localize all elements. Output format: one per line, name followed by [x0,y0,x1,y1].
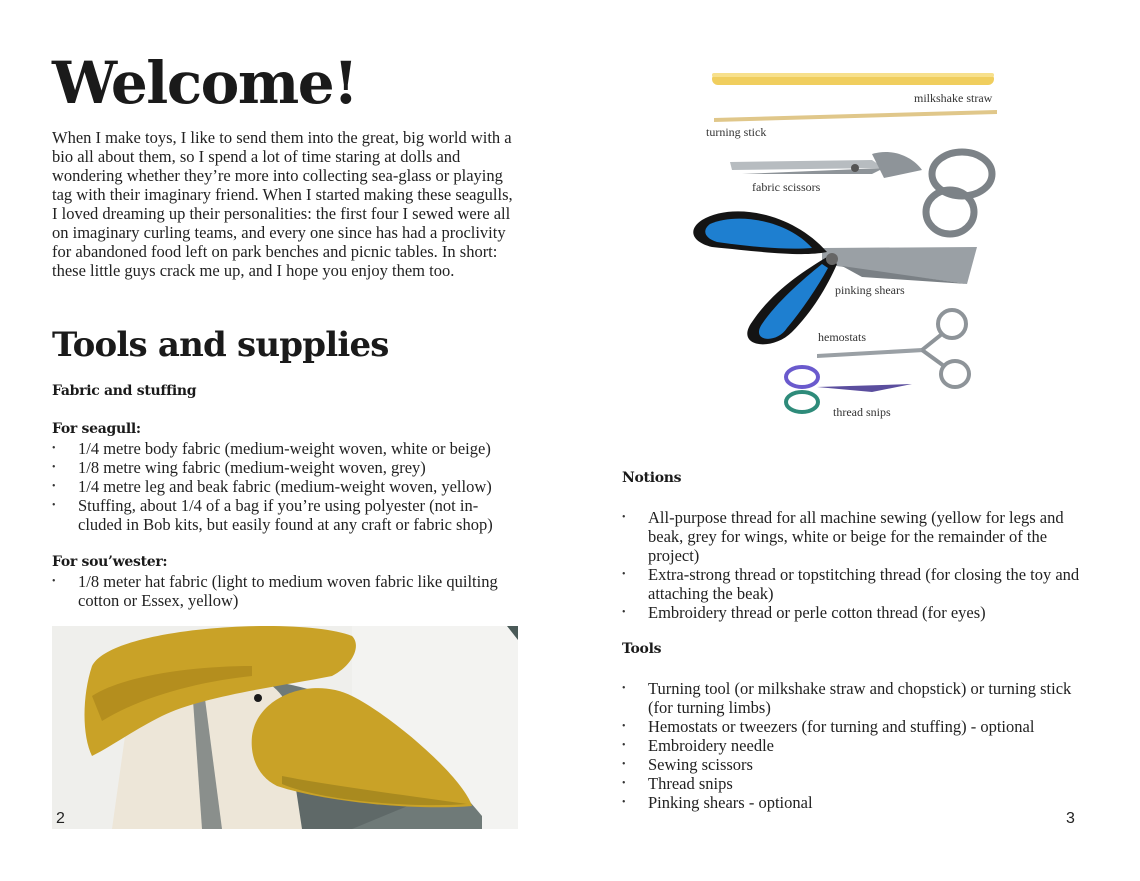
label-thread-snips: thread snips [833,405,891,419]
tools-list [622,679,1092,812]
label-hemostats: hemostats [818,330,866,344]
page-title: Welcome! [52,49,358,117]
seagull-heading: For seagull: [52,421,141,437]
list-item: • Turning tool (or milkshake straw and chopstick) or turning stick (for turning limbs) [622,679,1092,717]
list-item: • 1/4 metre leg and beak fabric (medium-weight woven, yellow) [52,477,522,496]
label-turning-stick: turning stick [706,125,767,139]
section-title: Tools and supplies [52,325,389,365]
list-item: • Embroidery needle [622,736,1092,755]
list-item: • Hemostats or tweezers (for turning and stuffing) - optional [622,717,1092,736]
list-item: • Thread snips [622,774,1092,793]
fabric-heading: Fabric and stuffing [52,383,197,399]
list-item: • Extra-strong thread or topstitching thread (for closing the toy and attaching the beak) [622,565,1092,603]
souwester-heading: For sou’wester: [52,554,168,570]
intro-paragraph: When I make toys, I like to send them into the great, big world with a bio all about them, so I spend a lot of time staring at dolls and wondering whether they’re more into collecting sea-glass or playing tag with their imaginary friend. When I started making these seagulls, I loved dreaming up their personalities: the first four I sewed were all on imaginary curling teams, and every one since has had a proclivity for abandoned food left on park benches and picnic tables. In short: these little guys crack me up, and I hope you enjoy them too. [52,128,513,280]
seagull-list [52,439,522,534]
souwester-list [52,572,522,610]
page-number-right: 3 [1066,810,1075,827]
notions-heading: Notions [622,470,682,486]
label-milkshake-straw: milkshake straw [914,91,993,105]
list-item: • 1/4 metre body fabric (medium-weight woven, white or beige) [52,439,522,458]
notions-list [622,508,1092,622]
tools-photo [622,52,1040,444]
page-number-left: 2 [56,810,65,827]
list-item: • Sewing scissors [622,755,1092,774]
tools-heading: Tools [622,641,662,657]
seagull-photo [52,626,518,829]
label-fabric-scissors: fabric scissors [752,180,821,194]
list-item: • All-purpose thread for all machine sewing (yellow for legs and beak, grey for wings, white or beige for the remainder of the project) [622,508,1092,565]
list-item: • Pinking shears - optional [622,793,1092,812]
list-item: • Embroidery thread or perle cotton thread (for eyes) [622,603,1092,622]
list-item: • 1/8 metre wing fabric (medium-weight woven, grey) [52,458,522,477]
list-item: • Stuffing, about 1/4 of a bag if you’re using polyester (not in-cluded in Bob kits, but easily found at any craft or fabric shop) [52,496,522,534]
label-pinking-shears: pinking shears [835,283,905,297]
list-item: • 1/8 meter hat fabric (light to medium woven fabric like quilting cotton or Essex, yellow) [52,572,522,610]
